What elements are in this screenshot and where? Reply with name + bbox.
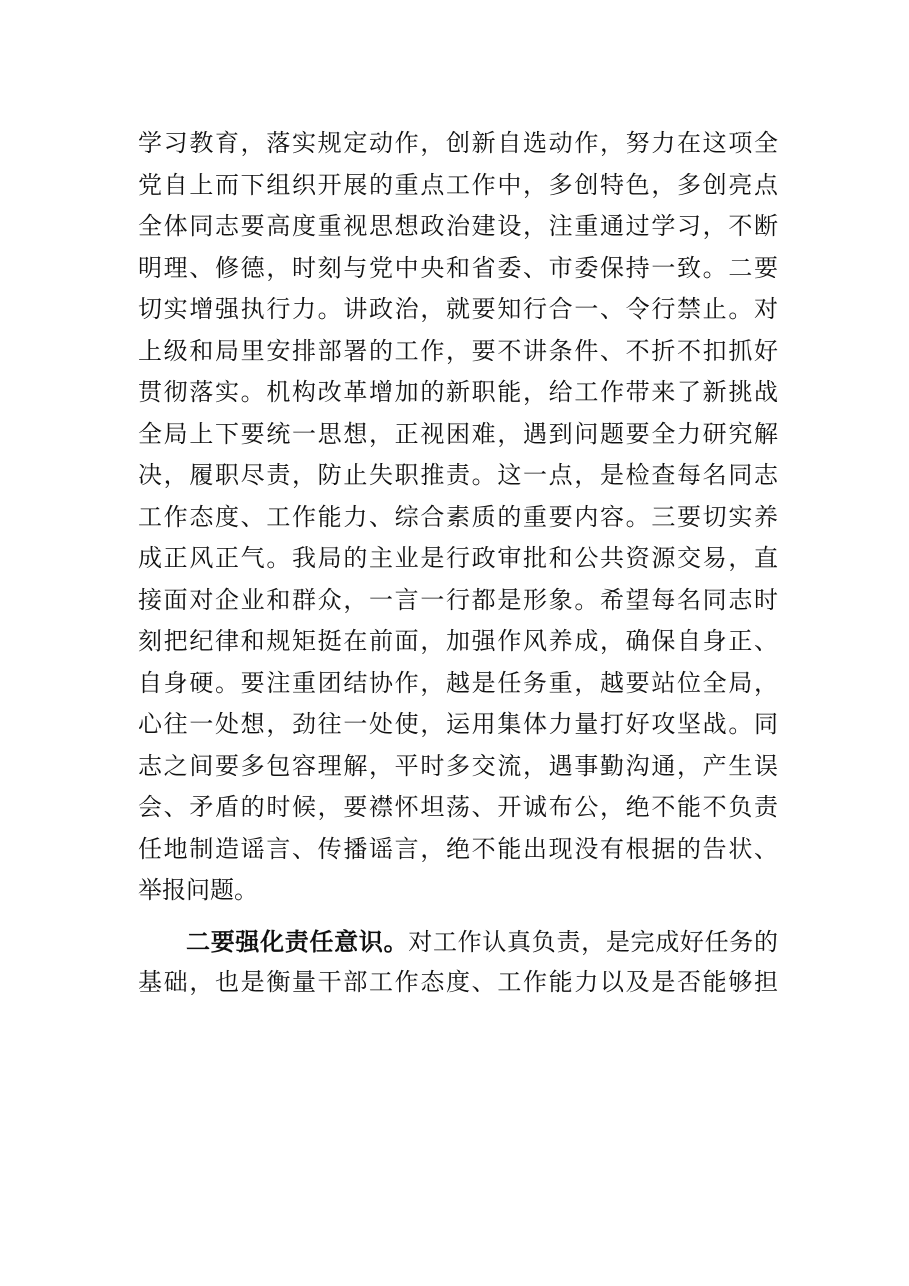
text-line: 成正风正气。我局的主业是行政审批和公共资源交易，直 (138, 544, 778, 572)
paragraph-spacer (138, 912, 778, 921)
text-line: 志之间要多包容理解，平时多交流，遇事勤沟通，产生误 (138, 751, 778, 780)
text-line: 心往一处想，劲往一处使，运用集体力量打好攻坚战。同 (138, 710, 778, 738)
text-line: 贯彻落实。机构改革增加的新职能，给工作带来了新挑战 (138, 378, 778, 406)
document-body (138, 123, 778, 1004)
text-line: 全体同志要高度重视思想政治建设，注重通过学习，不断 (138, 212, 778, 240)
text-line: 自身硬。要注重团结协作，越是任务重，越要站位全局， (138, 668, 778, 697)
text-run: 对工作认真负责，是完成好任务的 (408, 927, 779, 956)
text-line: 举报问题。 (138, 876, 258, 904)
paragraph-1 (138, 123, 778, 912)
text-line: 任地制造谣言、传播谣言，绝不能出现没有根据的告状、 (138, 834, 778, 863)
text-line (138, 921, 778, 963)
text-line: 会、矛盾的时候，要襟怀坦荡、开诚布公，绝不能不负责 (138, 793, 778, 821)
text-line: 全局上下要统一思想，正视困难，遇到问题要全力研究解 (138, 419, 778, 448)
text-line: 决，履职尽责，防止失职推责。这一点，是检查每名同志 (138, 461, 778, 489)
text-line: 党自上而下组织开展的重点工作中，多创特色，多创亮点 (138, 170, 778, 199)
text-line: 上级和局里安排部署的工作，要不讲条件、不折不扣抓好 (138, 336, 778, 365)
text-line: 刻把纪律和规矩挺在前面，加强作风养成，确保自身正、 (138, 627, 778, 655)
text-line: 学习教育，落实规定动作，创新自选动作，努力在这项全 (138, 129, 778, 157)
text-line: 基础，也是衡量干部工作态度、工作能力以及是否能够担 (138, 968, 778, 996)
section-heading: 二要强化责任意识。 (186, 926, 409, 956)
text-line: 切实增强执行力。讲政治，就要知行合一、令行禁止。对 (138, 295, 778, 323)
paragraph-2 (138, 921, 778, 1004)
text-line: 工作态度、工作能力、综合素质的重要内容。三要切实养 (138, 502, 778, 531)
text-line: 明理、修德，时刻与党中央和省委、市委保持一致。二要 (138, 253, 778, 282)
text-line: 接面对企业和群众，一言一行都是形象。希望每名同志时 (138, 585, 778, 614)
